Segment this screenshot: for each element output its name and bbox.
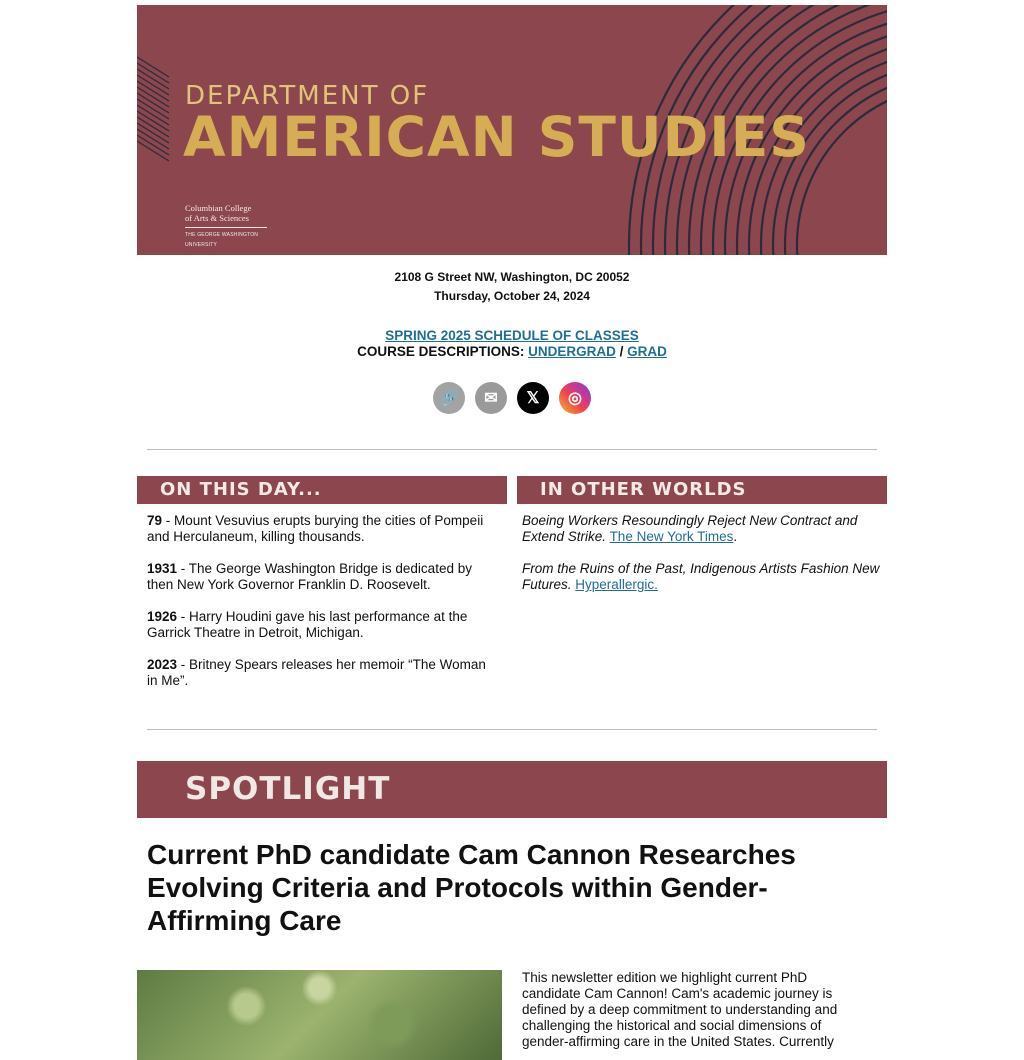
instagram-icon[interactable]: ◎: [559, 382, 591, 414]
event-text: - Britney Spears releases her memoir “The Woman in Me”.: [147, 657, 486, 688]
news-headline: Boeing Workers Resoundingly Reject New Contract and Extend Strike.: [522, 513, 858, 544]
event-year: 79: [147, 513, 163, 528]
event-text: - Harry Houdini gave his last performance at the Garrick Theatre in Detroit, Michigan.: [147, 609, 468, 640]
on-this-day-heading: ON THIS DAY...: [137, 476, 507, 504]
event-text: - The George Washington Bridge is dedicated by then New York Governor Franklin D. Roosevelt.: [147, 561, 472, 592]
list-item: [147, 513, 497, 545]
quick-links: [137, 328, 887, 360]
address-block: [137, 268, 887, 306]
list-item: [522, 561, 882, 593]
college-name-line1: Columbian College: [185, 203, 252, 213]
list-item: [147, 657, 497, 689]
list-item: [147, 609, 497, 641]
spotlight-body: This newsletter edition we highlight current PhD candidate Cam Cannon! Cam's academic journey is defined by a deep commitment to understanding and challenging the historical and social dimensions of gender-affirming care in the United States. Currently: [522, 970, 838, 1049]
news-punctuation: .: [733, 529, 738, 544]
two-column-section: [137, 476, 887, 705]
spotlight-heading: SPOTLIGHT: [137, 761, 887, 818]
link-separator: /: [619, 344, 624, 359]
spotlight-headline: Current PhD candidate Cam Cannon Researches Evolving Criteria and Protocols within Gender-Affirming Care: [147, 839, 796, 936]
list-item: [522, 513, 882, 545]
divider: [147, 729, 877, 730]
event-text: - Mount Vesuvius erupts burying the cities of Pompeii and Herculaneum, killing thousands.: [147, 513, 484, 544]
banner-title: AMERICAN STUDIES: [183, 105, 810, 169]
news-list: [517, 504, 887, 593]
department-banner: [137, 5, 887, 255]
divider: [147, 449, 877, 450]
college-name-line2: of Arts & Sciences: [185, 213, 249, 223]
link-icon[interactable]: 🔗: [433, 382, 465, 414]
issue-date: Thursday, October 24, 2024: [434, 289, 590, 303]
news-source-link[interactable]: Hyperallergic.: [575, 577, 658, 592]
event-year: 2023: [147, 657, 178, 672]
course-descriptions-label: COURSE DESCRIPTIONS:: [357, 344, 525, 359]
event-year: 1926: [147, 609, 178, 624]
mail-icon[interactable]: ✉: [475, 382, 507, 414]
street-address: 2108 G Street NW, Washington, DC 20052: [394, 270, 630, 284]
grad-link[interactable]: GRAD: [627, 344, 667, 359]
news-headline: From the Ruins of the Past, Indigenous Artists Fashion New Futures.: [522, 561, 880, 592]
undergrad-link[interactable]: UNDERGRAD: [528, 344, 616, 359]
social-links: [137, 382, 887, 414]
spotlight-photo: [137, 970, 502, 1060]
x-icon[interactable]: 𝕏: [517, 382, 549, 414]
news-source-link[interactable]: The New York Times: [609, 529, 734, 544]
schedule-link[interactable]: SPRING 2025 SCHEDULE OF CLASSES: [385, 328, 639, 343]
university-name: THE GEORGE WASHINGTON UNIVERSITY: [185, 227, 267, 250]
other-worlds-heading: IN OTHER WORLDS: [517, 476, 887, 504]
college-logo: [185, 203, 267, 250]
events-list: [137, 504, 507, 689]
spotlight-feature: [137, 970, 887, 1060]
banner-subtitle: DEPARTMENT OF: [185, 81, 430, 111]
on-this-day-column: [137, 476, 507, 705]
newsletter: [137, 5, 887, 1060]
other-worlds-column: [517, 476, 887, 705]
event-year: 1931: [147, 561, 178, 576]
list-item: [147, 561, 497, 593]
